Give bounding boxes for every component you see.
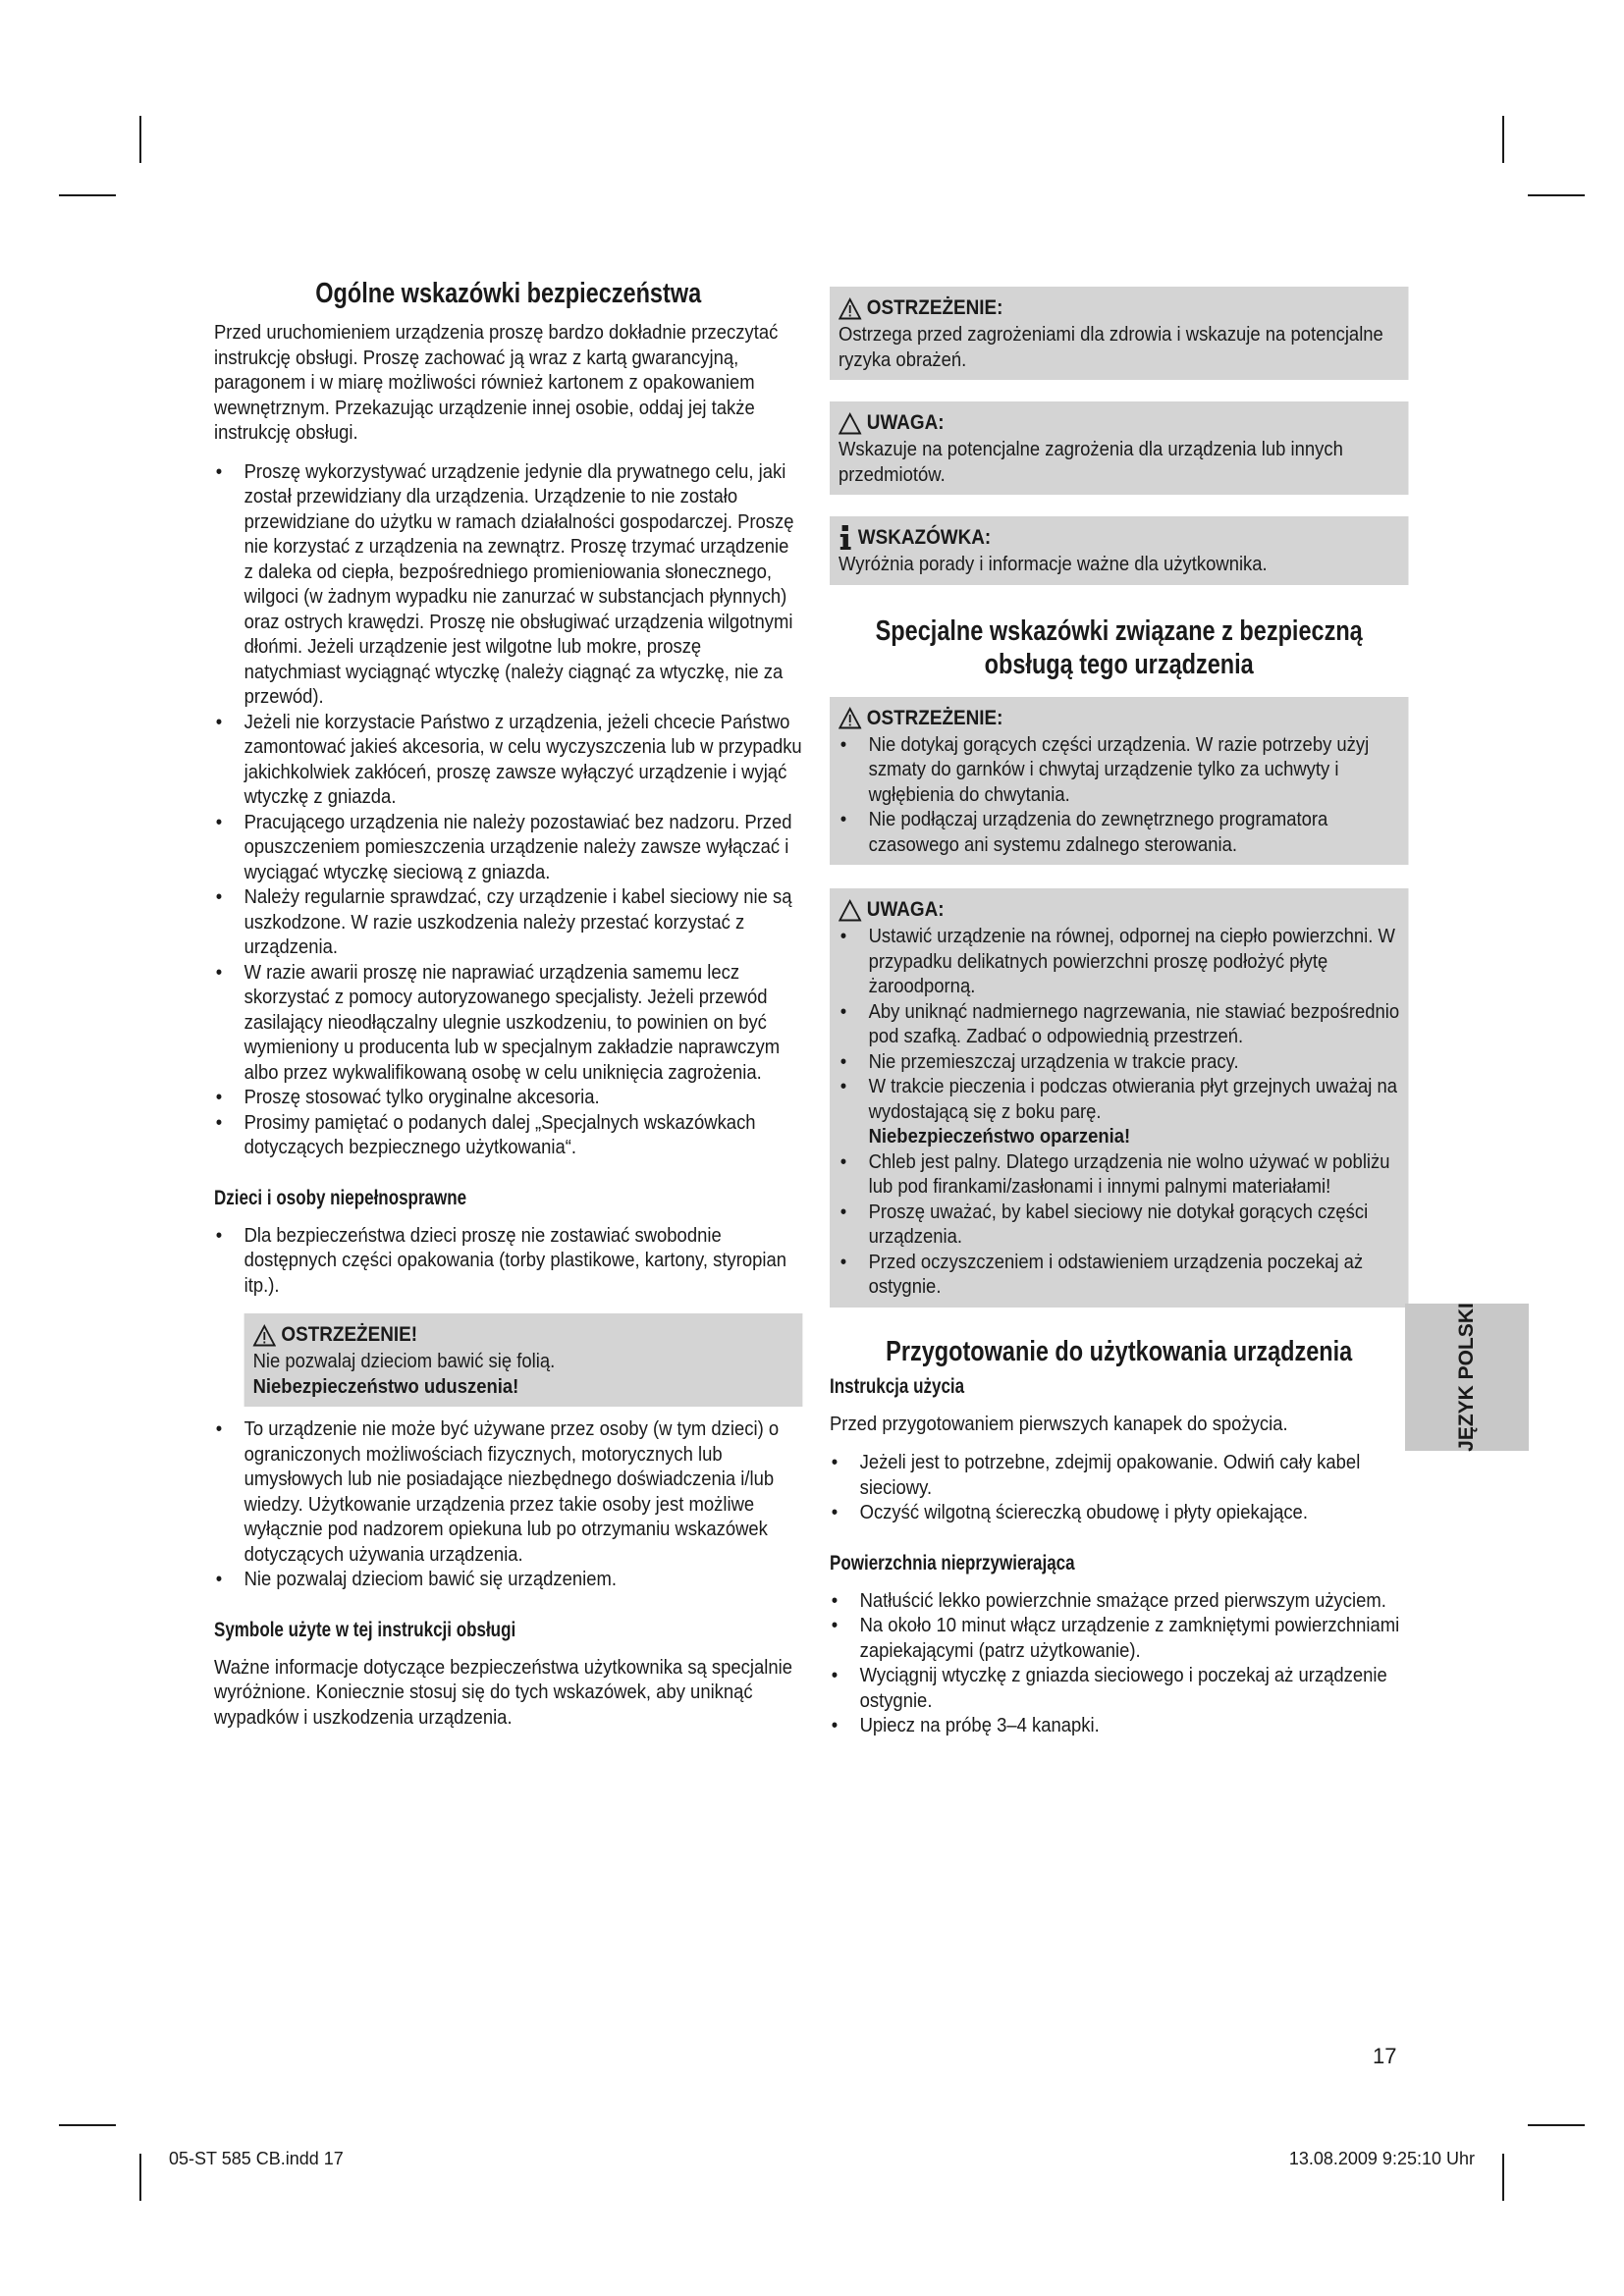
list-item-text: Na około 10 minut włącz urządzenie z zamkniętymi powierzchniami zapiekającymi (patrz użytkowanie).	[859, 1614, 1400, 1662]
instructions-heading: Instrukcja użycia	[830, 1374, 965, 1398]
bullet: •	[839, 1049, 847, 1073]
bullet: •	[839, 925, 847, 947]
list-item-text: Nie pozwalaj dzieciom bawić się urządzeniem.	[244, 1568, 618, 1590]
caution-triangle-icon	[839, 899, 861, 922]
crop-mark	[1528, 194, 1585, 196]
list-item	[839, 1149, 1399, 1200]
legend-box-warning	[830, 287, 1408, 380]
list-item-text: Upiecz na próbę 3–4 kanapki.	[859, 1714, 1100, 1736]
warning-text: Nie pozwalaj dzieciom bawić się folią.	[252, 1350, 556, 1372]
burn-danger-emphasis: Niebezpieczeństwo oparzenia!	[868, 1125, 1131, 1148]
bullet: •	[215, 1086, 223, 1108]
legend-hint-label: WSKAZÓWKA:	[857, 526, 992, 549]
section-title-special-safety: Specjalne wskazówki związane z bezpieczną obsługą tego urządzenia	[875, 614, 1363, 680]
legend-hint-heading	[839, 524, 1399, 552]
safety-bullet-list	[214, 459, 802, 1160]
language-tab	[1405, 1304, 1529, 1451]
language-tab-label: JĘZYK POLSKI	[1455, 1303, 1478, 1452]
warning-triangle-icon	[839, 297, 861, 320]
list-item-text: To urządzenie nie może być używane przez osoby (w tym dzieci) o ograniczonych możliwościach fizycznych, motorycznych lub umysłowych lub nie posiadające niezbędnego doświadczenia i/lub wiedzy. Użytkowanie urządzenia przez takie osoby jest możliwe wyłącznie pod nadzorem opiekuna lub po otrzymaniu wskazówek dotyczących używania urządzenia.	[244, 1417, 780, 1566]
list-item	[830, 1588, 1408, 1614]
section-title-preparation: Przygotowanie do użytkowania urządzenia	[886, 1335, 1353, 1367]
info-i-icon	[839, 525, 852, 551]
warning-triangle-icon	[253, 1324, 276, 1347]
legend-box-hint	[830, 516, 1408, 585]
caution-triangle-icon	[839, 412, 861, 435]
list-item	[839, 1200, 1399, 1250]
crop-mark	[139, 2154, 141, 2201]
list-item	[214, 459, 802, 710]
bullet: •	[839, 1200, 847, 1223]
list-item	[214, 1085, 802, 1110]
bullet: •	[839, 808, 847, 830]
instructions-paragraph: Przed przygotowaniem pierwszych kanapek do spożycia.	[830, 1412, 1288, 1435]
children-bullet-list-2	[214, 1416, 802, 1592]
bullet: •	[215, 459, 223, 483]
crop-mark	[1502, 2154, 1504, 2201]
list-item	[830, 1713, 1408, 1738]
warning-box-children	[244, 1313, 803, 1407]
bullet: •	[831, 1451, 839, 1473]
list-item	[839, 732, 1399, 808]
bullet: •	[839, 1250, 847, 1273]
bullet: •	[831, 1588, 839, 1612]
special-warning-box	[830, 697, 1408, 866]
legend-warning-text: Ostrzega przed zagrożeniami dla zdrowia i wskazuje na potencjalne ryzyka obrażeń.	[839, 323, 1383, 371]
list-item	[214, 1223, 802, 1299]
warning-box-heading	[253, 1321, 794, 1349]
list-item	[839, 1074, 1399, 1149]
bullet: •	[839, 732, 847, 756]
special-caution-heading	[839, 896, 1399, 924]
list-item	[214, 1567, 802, 1592]
list-item	[839, 1049, 1399, 1075]
page-number: 17	[1373, 2044, 1397, 2068]
list-item-text: Proszę uważać, by kabel sieciowy nie dotykał gorących części urządzenia.	[868, 1200, 1369, 1248]
bullet: •	[215, 960, 223, 984]
right-column	[830, 287, 1409, 1738]
warning-triangle-icon	[839, 707, 861, 729]
list-item	[214, 810, 802, 885]
symbols-heading: Symbole użyte w tej instrukcji obsługi	[214, 1618, 516, 1641]
list-item-text: Aby uniknąć nadmiernego nagrzewania, nie stawiać bezpośrednio pod szafką. Zadbać o odpowiednią przestrzeń.	[868, 999, 1400, 1047]
list-item-text: Nie podłączaj urządzenia do zewnętrznego programatora czasowego ani systemu zdalnego sterowania.	[868, 808, 1328, 856]
left-column	[214, 277, 803, 1743]
legend-caution-text: Wskazuje na potencjalne zagrożenia dla urządzenia lub innych przedmiotów.	[839, 438, 1343, 486]
list-item	[830, 1500, 1408, 1525]
warning-emphasis: Niebezpieczeństwo uduszenia!	[252, 1374, 519, 1398]
special-caution-label: UWAGA:	[866, 898, 945, 921]
bullet: •	[215, 1568, 223, 1590]
nonstick-heading: Powierzchnia nieprzywierająca	[830, 1551, 1075, 1575]
list-item-text: Ustawić urządzenie na równej, odpornej na ciepło powierzchni. W przypadku delikatnych powierzchni proszę podłożyć płytę żaroodporną.	[868, 925, 1395, 997]
bullet: •	[215, 710, 223, 733]
intro-paragraph: Przed uruchomieniem urządzenia proszę bardzo dokładnie przeczytać instrukcję obsługi. Proszę zachować ją wraz z kartą gwarancyjną, paragonem i w miarę możliwości również kartonem z opakowaniem wewnętrznym. Przekazując urządzenie innej osobie, oddaj jej także instrukcję obsługi.	[214, 321, 779, 444]
list-item-text: Dla bezpieczeństwa dzieci proszę nie zostawiać swobodnie dostępnych części opakowania (torby plastikowe, kartony, styropian itp.).	[244, 1223, 787, 1297]
special-warning-heading	[839, 705, 1399, 732]
bullet: •	[831, 1614, 839, 1636]
section-title-general-safety: Ogólne wskazówki bezpieczeństwa	[315, 278, 702, 309]
children-bullet-list	[214, 1223, 802, 1299]
warning-heading-text: OSTRZEŻENIE!	[281, 1323, 418, 1346]
list-item-text: Chleb jest palny. Dlatego urządzenia nie wolno używać w pobliżu lub pod firankami/zasłonami i innymi palnymi materiałami!	[868, 1149, 1390, 1198]
list-item-text: Jeżeli jest to potrzebne, zdejmij opakowanie. Odwiń cały kabel sieciowy.	[859, 1451, 1361, 1499]
bullet: •	[839, 1149, 847, 1173]
bullet: •	[831, 1714, 839, 1736]
legend-warning-heading	[839, 294, 1399, 322]
bullet: •	[215, 810, 223, 833]
list-item	[830, 1613, 1408, 1663]
list-item	[830, 1663, 1408, 1713]
legend-box-caution	[830, 401, 1408, 495]
list-item-text: Natłuścić lekko powierzchnie smażące przed pierwszym użyciem.	[859, 1588, 1386, 1612]
list-item-text: Należy regularnie sprawdzać, czy urządzenie i kabel sieciowy nie są uszkodzone. W razie uszkodzenia należy przestać korzystać z urządzenia.	[244, 885, 792, 958]
list-item-text: Oczyść wilgotną ściereczką obudowę i płyty opiekające.	[859, 1501, 1308, 1523]
list-item-text: W trakcie pieczenia i podczas otwierania płyt grzejnych uważaj na wydostającą się z boku parę.	[868, 1075, 1397, 1123]
legend-hint-text: Wyróżnia porady i informacje ważne dla użytkownika.	[839, 553, 1268, 575]
list-item	[830, 1450, 1408, 1500]
crop-mark	[139, 116, 141, 163]
bullet: •	[831, 1501, 839, 1523]
nonstick-list	[830, 1588, 1408, 1738]
special-caution-box	[830, 888, 1408, 1308]
bullet: •	[831, 1664, 839, 1686]
list-item-text: Pracującego urządzenia nie należy pozostawiać bez nadzoru. Przed opuszczeniem pomieszczenia urządzenie należy zawsze wyłączać i wyciągać wtyczkę sieciową z gniazda.	[244, 810, 792, 883]
crop-mark	[59, 2124, 116, 2126]
list-item	[214, 884, 802, 960]
legend-caution-heading	[839, 409, 1399, 437]
list-item-text: Jeżeli nie korzystacie Państwo z urządzenia, jeżeli chcecie Państwo zamontować jakieś akcesoria, w celu wyczyszczenia lub w przypadku jakichkolwiek zakłóceń, proszę zawsze wyłączyć urządzenie i wyjąć wtyczkę z gniazda.	[244, 710, 802, 808]
special-warning-label: OSTRZEŻENIE:	[866, 706, 1003, 729]
legend-warning-label: OSTRZEŻENIE:	[866, 296, 1003, 319]
special-caution-list	[839, 924, 1399, 1300]
list-item	[839, 807, 1399, 857]
list-item-text: Proszę stosować tylko oryginalne akcesoria.	[244, 1086, 600, 1108]
list-item-text: Nie przemieszczaj urządzenia w trakcie pracy.	[868, 1049, 1239, 1073]
list-item-text: Prosimy pamiętać o podanych dalej „Specjalnych wskazówkach dotyczących bezpiecznego użytkowania“.	[244, 1110, 756, 1158]
list-item	[839, 924, 1399, 999]
symbols-paragraph: Ważne informacje dotyczące bezpieczeństwa użytkownika są specjalnie wyróżnione. Koniecznie stosuj się do tych wskazówek, aby uniknąć wypadków i uszkodzenia urządzenia.	[214, 1655, 792, 1729]
legend-caution-label: UWAGA:	[866, 411, 945, 434]
bullet: •	[839, 1075, 847, 1097]
list-item-text: W razie awarii proszę nie naprawiać urządzenia samemu lecz skorzystać z pomocy autoryzowanego specjalisty. Jeżeli przewód zasilający nieodłączalny ulegnie uszkodzeniu, to powinien on być wymieniony u producenta lub w specjalnym zakładzie naprawczym albo przez wykwalifikowaną osobę w celu uniknięcia zagrożenia.	[244, 960, 781, 1084]
list-item-text: Proszę wykorzystywać urządzenie jedynie dla prywatnego celu, jaki został przewidziany dla urządzenia. Urządzenie to nie zostało przewidziane do użytku w ramach działalności gospodarczej. Proszę nie korzystać z urządzenia na zewnątrz. Proszę trzymać urządzenie z daleka od ciepła, bezpośredniego promieniowania słonecznego, wilgoci (w żadnym wypadku nie zanurzać w substancjach płynnych) oraz ostrych krawędzi. Proszę nie obsługiwać urządzenia wilgotnymi dłońmi. Jeżeli urządzenie jest wilgotne lub mokre, proszę natychmiast wyciągnąć wtyczkę (należy ciągnąć za wtyczkę, nie za przewód).	[244, 459, 794, 708]
list-item	[214, 1110, 802, 1160]
children-heading: Dzieci i osoby niepełnosprawne	[214, 1186, 467, 1209]
bullet: •	[215, 885, 223, 908]
bullet: •	[215, 1223, 223, 1247]
list-item	[839, 999, 1399, 1049]
list-item	[214, 1416, 802, 1567]
list-item	[214, 710, 802, 810]
crop-mark	[59, 194, 116, 196]
crop-mark	[1502, 116, 1504, 163]
instructions-list	[830, 1450, 1408, 1525]
list-item-text: Przed oczyszczeniem i odstawieniem urządzenia poczekaj aż ostygnie.	[868, 1250, 1364, 1298]
footer-file-info: 05-ST 585 CB.indd 17	[169, 2149, 344, 2168]
list-item	[839, 1250, 1399, 1300]
list-item-text: Wyciągnij wtyczkę z gniazda sieciowego i poczekaj aż urządzenie ostygnie.	[859, 1664, 1387, 1712]
bullet: •	[839, 999, 847, 1023]
bullet: •	[215, 1417, 223, 1440]
crop-mark	[1528, 2124, 1585, 2126]
list-item-text: Nie dotykaj gorących części urządzenia. W razie potrzeby użyj szmaty do garnków i chwytaj urządzenie tylko za uchwyty i wgłębienia do chwytania.	[868, 732, 1370, 806]
footer-timestamp: 13.08.2009 9:25:10 Uhr	[1288, 2149, 1475, 2168]
list-item	[214, 960, 802, 1086]
special-warning-list	[839, 732, 1399, 858]
bullet: •	[215, 1110, 223, 1134]
